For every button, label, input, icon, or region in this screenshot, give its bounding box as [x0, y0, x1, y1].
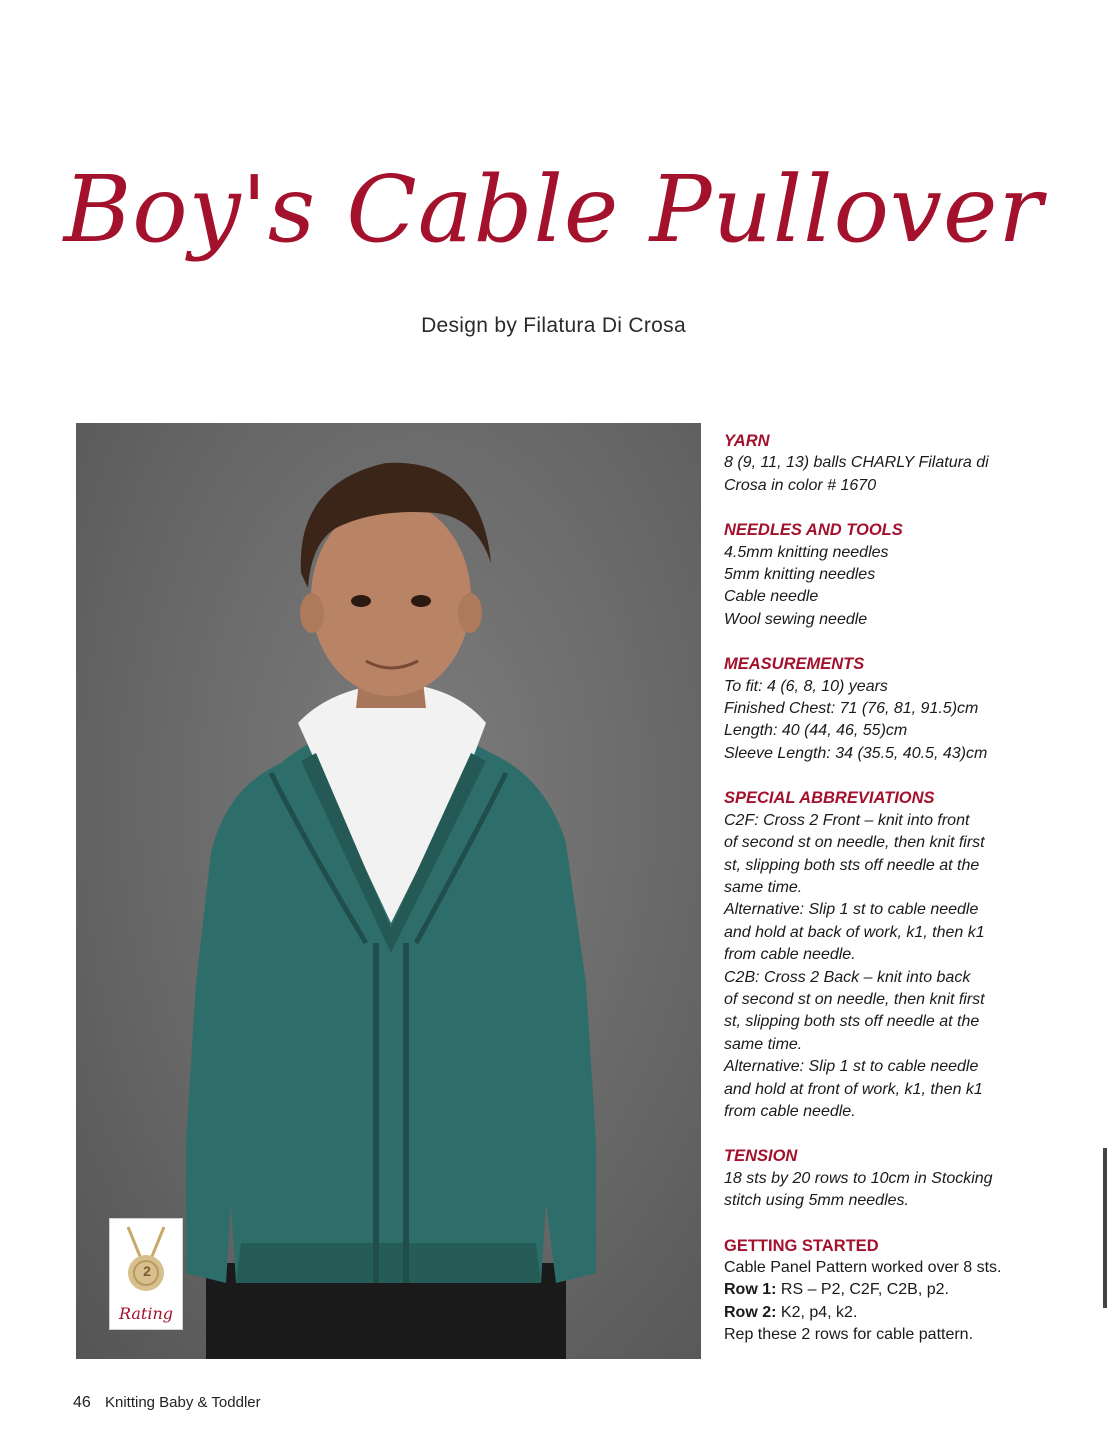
rating-label: Rating: [118, 1304, 174, 1323]
needles-section: [724, 519, 1044, 631]
yarn-ball-icon: [110, 1219, 182, 1299]
getting-started-section: [724, 1235, 1044, 1347]
measurement-line: Length: 40 (44, 46, 55)cm: [724, 722, 908, 740]
abbreviation-line: same time.: [724, 878, 803, 896]
abbreviation-line: C2B: Cross 2 Back – knit into back: [724, 968, 971, 986]
abbreviation-line: from cable needle.: [724, 946, 856, 964]
abbreviation-line: C2F: Cross 2 Front – knit into front: [724, 811, 970, 829]
abbreviation-line: and hold at front of work, k1, then k1: [724, 1080, 983, 1098]
tension-line: 18 sts by 20 rows to 10cm in Stocking: [724, 1169, 993, 1187]
abbreviation-line: st, slipping both sts off needle at the: [724, 1013, 980, 1031]
yarn-line: Crosa in color # 1670: [724, 476, 877, 494]
page-title: Boy's Cable Pullover: [63, 156, 1044, 263]
needles-line: 5mm knitting needles: [724, 566, 876, 584]
needles-line: Wool sewing needle: [724, 610, 868, 628]
page-edge-tab: [1103, 1148, 1107, 1308]
tension-heading: TENSION: [724, 1147, 798, 1166]
page-number: 46: [73, 1394, 91, 1411]
abbreviation-line: Alternative: Slip 1 st to cable needle: [724, 1058, 979, 1076]
measurement-line: Sleeve Length: 34 (35.5, 40.5, 43)cm: [724, 744, 988, 762]
abbreviation-line: same time.: [724, 1035, 803, 1053]
abbreviations-heading: SPECIAL ABBREVIATIONS: [724, 789, 935, 808]
measurement-line: Finished Chest: 71 (76, 81, 91.5)cm: [724, 700, 979, 718]
cable-panel-intro: Cable Panel Pattern worked over 8 sts.: [724, 1259, 1002, 1276]
abbreviation-line: of second st on needle, then knit first: [724, 834, 985, 852]
measurements-section: [724, 653, 1044, 765]
abbreviation-line: of second st on needle, then knit first: [724, 990, 985, 1008]
tension-section: [724, 1145, 1044, 1212]
row-2-text: K2, p4, k2.: [776, 1303, 858, 1321]
designer-byline: Design by Filatura Di Crosa: [421, 314, 686, 337]
rating-number: 2: [143, 1263, 151, 1279]
abbreviation-line: Alternative: Slip 1 st to cable needle: [724, 901, 979, 919]
abbreviation-line: st, slipping both sts off needle at the: [724, 856, 980, 874]
cable-pattern-repeat: Rep these 2 rows for cable pattern.: [724, 1326, 974, 1344]
row-2-instruction: [724, 1302, 1044, 1324]
yarn-heading: YARN: [724, 432, 770, 450]
page-footer: [73, 1394, 261, 1412]
abbreviation-line: and hold at back of work, k1, then k1: [724, 923, 985, 941]
row-2-label: Row 2:: [724, 1303, 777, 1321]
needles-line: 4.5mm knitting needles: [724, 543, 889, 561]
needles-line: Cable needle: [724, 588, 819, 606]
row-1-label: Row 1:: [724, 1281, 777, 1299]
abbreviation-line: from cable needle.: [724, 1102, 856, 1120]
publication-name: Knitting Baby & Toddler: [104, 1394, 261, 1411]
row-1-instruction: [724, 1279, 1044, 1301]
row-1-text: RS – P2, C2F, C2B, p2.: [776, 1281, 949, 1299]
getting-started-heading: GETTING STARTED: [724, 1236, 879, 1255]
measurement-line: To fit: 4 (6, 8, 10) years: [724, 677, 888, 695]
yarn-line: 8 (9, 11, 13) balls CHARLY Filatura di: [724, 454, 989, 472]
abbreviations-section: [724, 787, 1044, 1123]
tension-line: stitch using 5mm needles.: [724, 1192, 909, 1210]
yarn-section: [724, 430, 1044, 497]
needles-heading: NEEDLES AND TOOLS: [724, 521, 903, 540]
pattern-details: [724, 430, 1044, 1369]
skill-rating-badge: [109, 1218, 183, 1330]
measurements-heading: MEASUREMENTS: [724, 655, 865, 674]
